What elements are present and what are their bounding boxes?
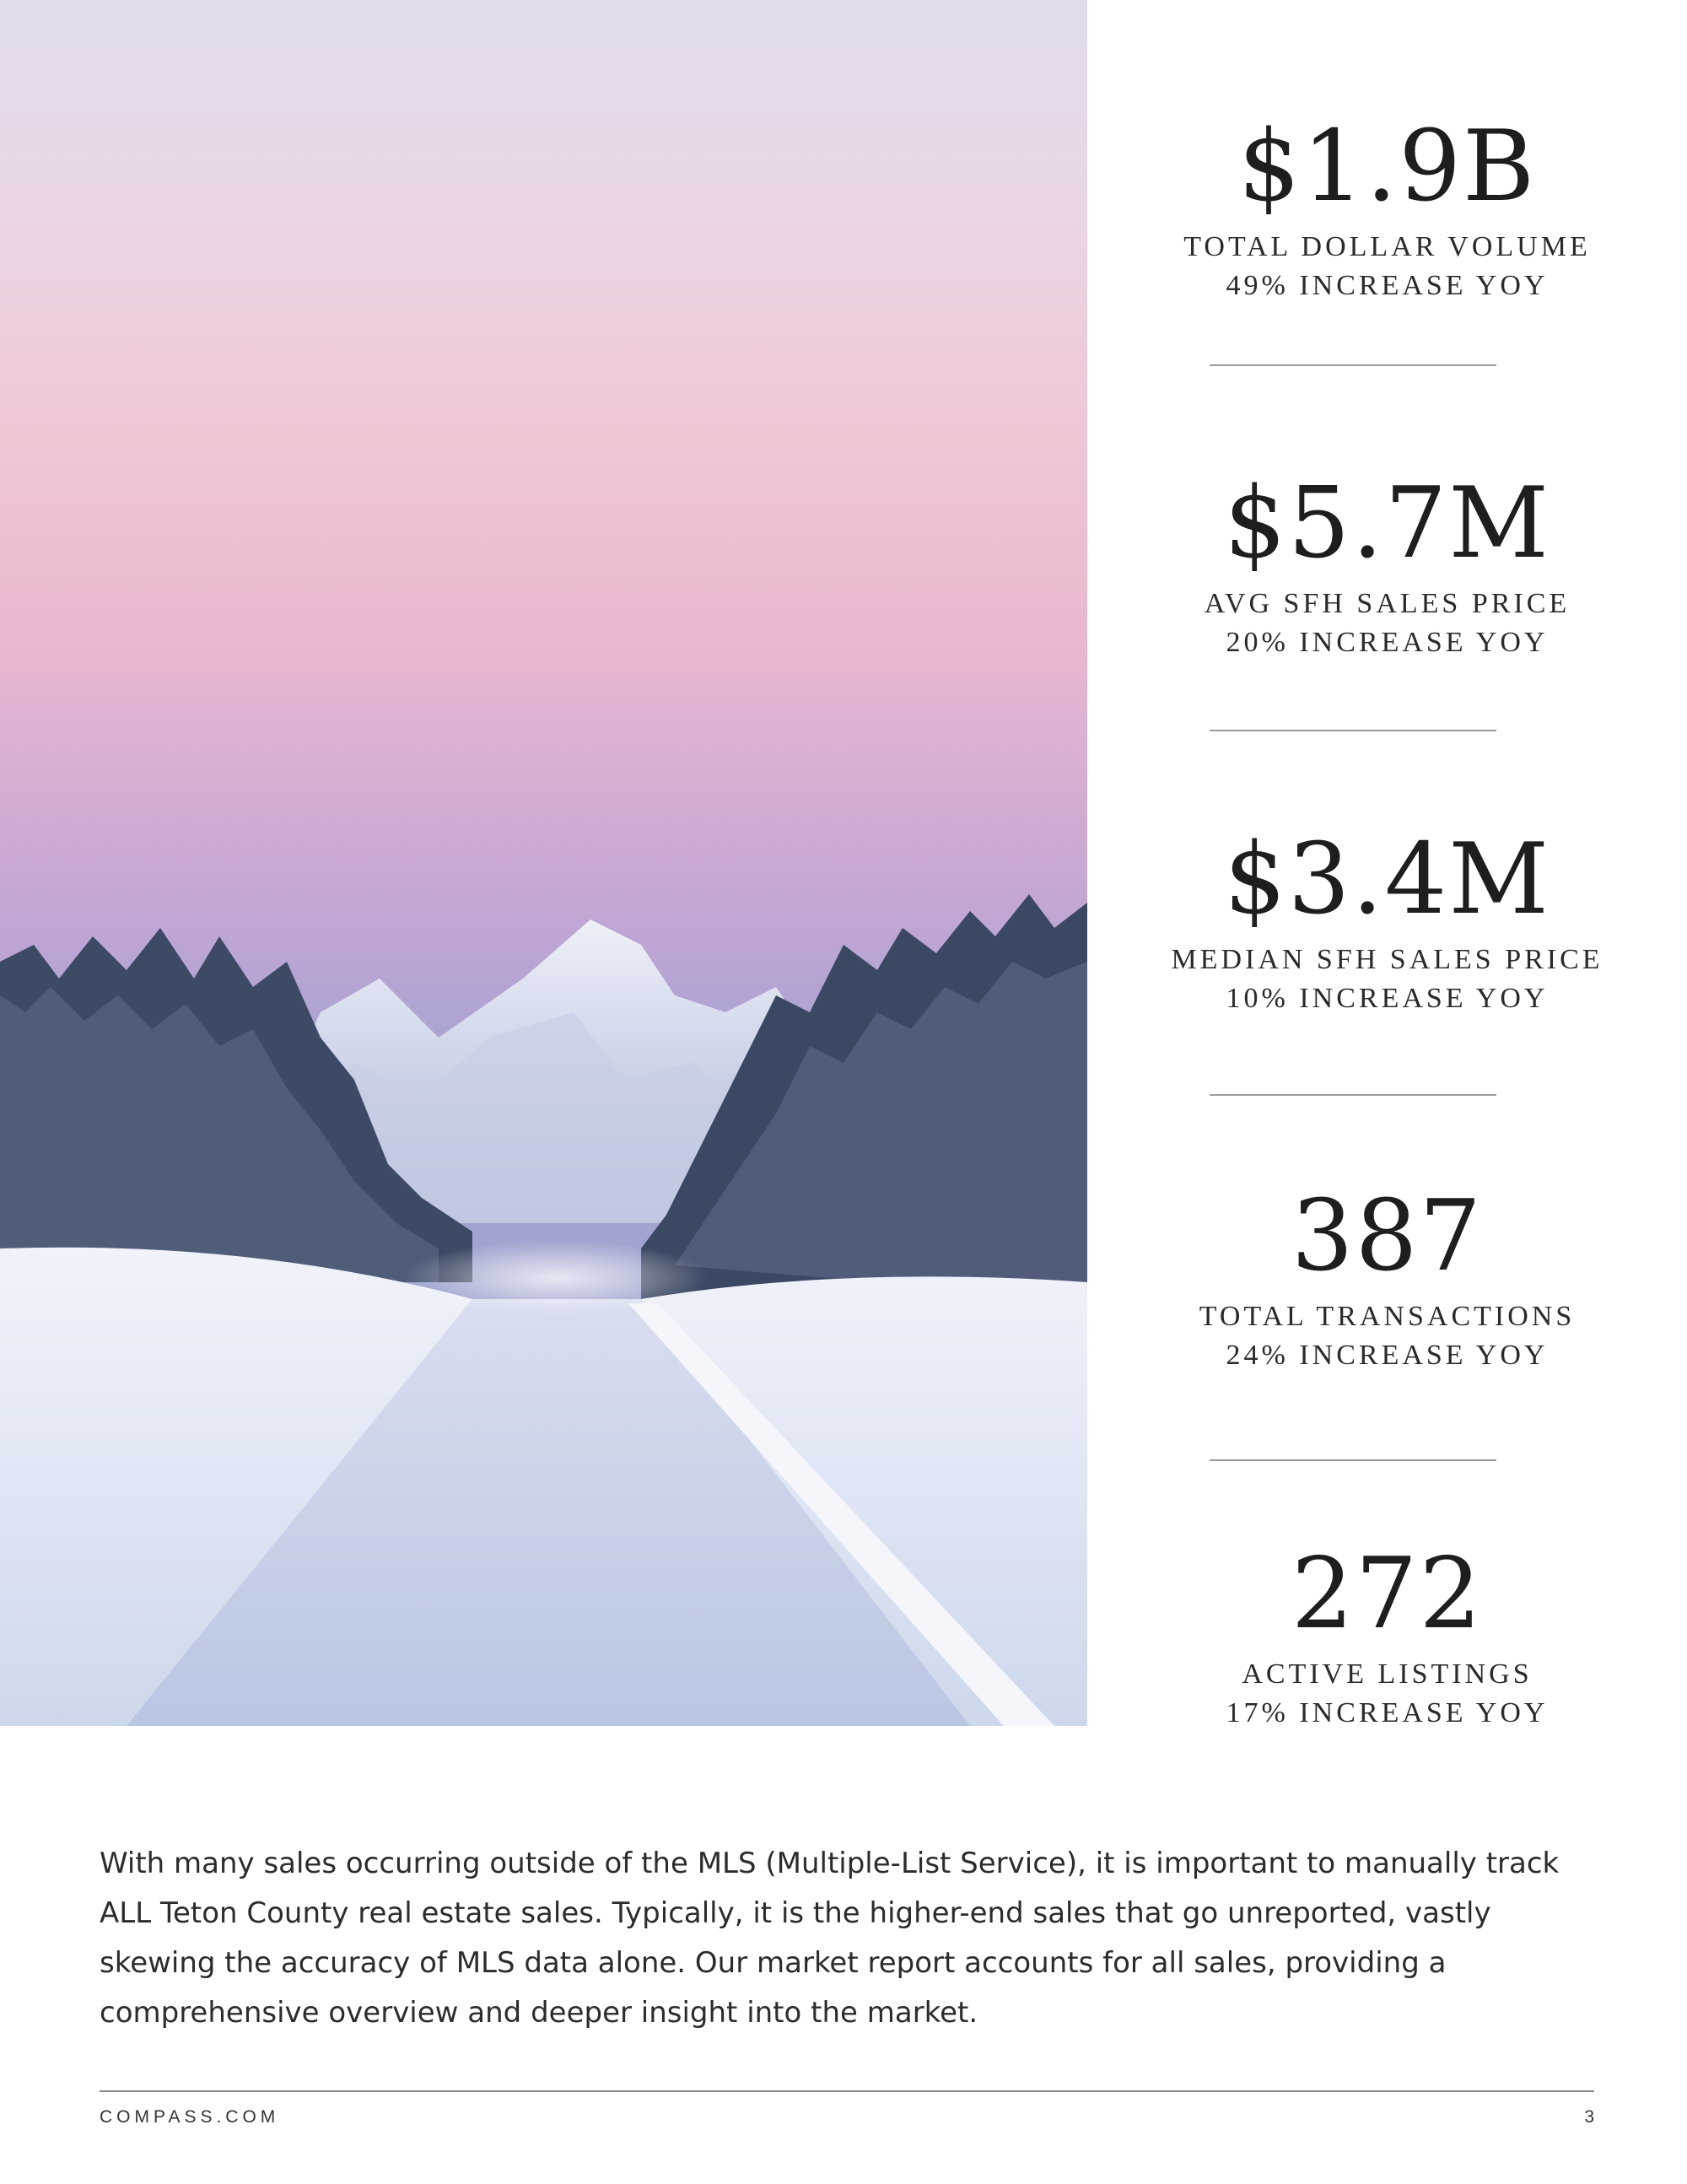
stat-change: 10% INCREASE YOY: [1226, 983, 1549, 1014]
stat-active-listings: [1087, 1537, 1687, 1733]
stat-total-dollar-volume: [1087, 110, 1687, 305]
footer-divider: [100, 2090, 1594, 2092]
stat-avg-sfh-sales-price: [1087, 466, 1687, 662]
stat-total-transactions: [1087, 1179, 1687, 1375]
divider: [1210, 1459, 1496, 1461]
body-paragraph: With many sales occurring outside of the MLS (Multiple-List Service), it is important to manually track ALL Teton County real estate sales. Typically, it is the higher-end sales that go unreported, vastly skewing the accuracy of MLS data alone. Our market report accounts for all sales, providing a comprehensive overview and deeper insight into the market.: [100, 1847, 1560, 2030]
footer-website-link[interactable]: COMPASS.COM: [100, 2107, 280, 2127]
stat-change: 20% INCREASE YOY: [1226, 627, 1549, 658]
stat-value: $3.4M: [1223, 822, 1551, 936]
market-stats-column: [1087, 0, 1687, 1726]
divider: [1210, 1094, 1496, 1096]
stat-change: 24% INCREASE YOY: [1226, 1340, 1549, 1371]
stat-median-sfh-sales-price: [1087, 822, 1687, 1018]
stat-value: 387: [1291, 1179, 1484, 1293]
stat-value: 272: [1291, 1537, 1484, 1651]
stat-change: 49% INCREASE YOY: [1226, 270, 1549, 301]
divider: [1210, 364, 1496, 366]
stat-change: 17% INCREASE YOY: [1226, 1697, 1549, 1728]
stat-value: $5.7M: [1223, 466, 1551, 580]
divider: [1210, 730, 1496, 731]
stat-label: MEDIAN SFH SALES PRICE: [1171, 944, 1603, 975]
stat-value: $1.9B: [1237, 110, 1537, 224]
stat-label: AVG SFH SALES PRICE: [1204, 588, 1571, 619]
stat-label: TOTAL DOLLAR VOLUME: [1183, 231, 1591, 262]
stat-label: ACTIVE LISTINGS: [1242, 1658, 1533, 1690]
page-number: 3: [1584, 2107, 1594, 2127]
stat-label: TOTAL TRANSACTIONS: [1199, 1301, 1576, 1332]
